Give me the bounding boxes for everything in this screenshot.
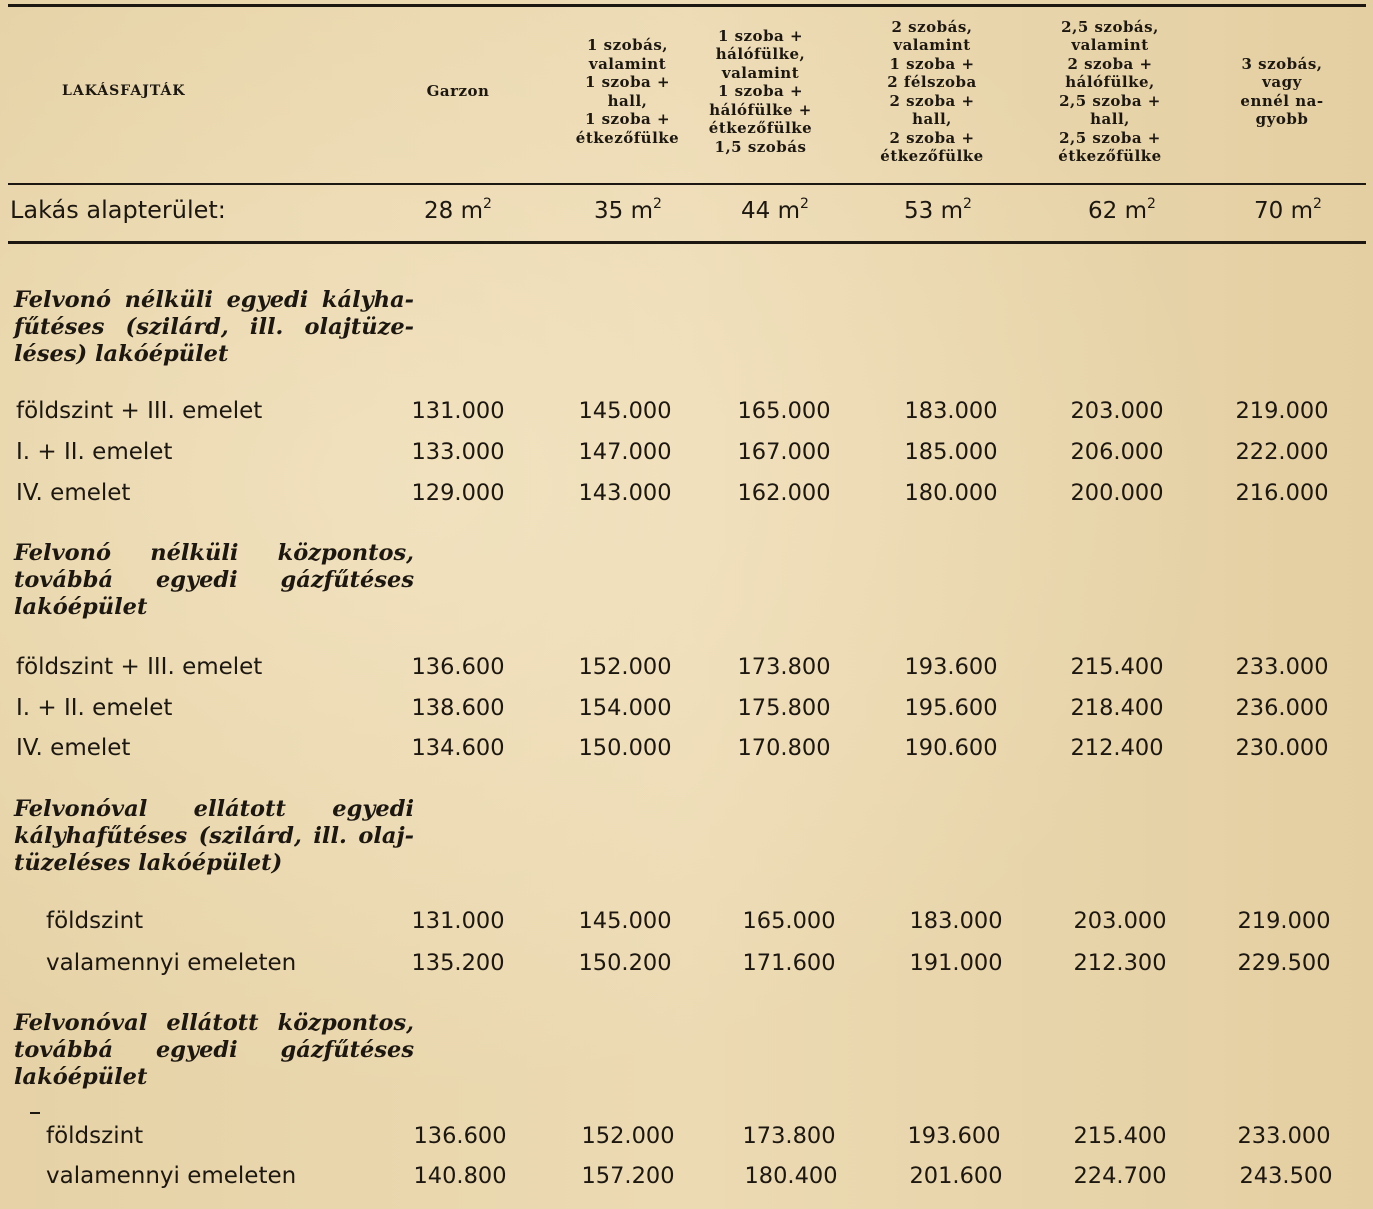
header-col-6: 3 szobás, vagy ennél na- gyobb [1240,54,1324,128]
row-label: földszint + III. emelet [16,654,263,680]
row-label: IV. emelet [16,480,131,506]
price-cell: 219.000 [1237,908,1331,934]
price-cell: 152.000 [578,654,672,680]
area-value: 28 $m^2$ [424,196,492,224]
row-label: földszint [46,1123,144,1149]
price-cell: 152.000 [581,1123,675,1149]
row-label: valamennyi emeleten [46,950,297,976]
price-cell: 135.200 [411,950,505,976]
header-rule [8,183,1366,185]
price-cell: 212.400 [1070,735,1164,761]
header-col-1: Garzon [426,82,490,101]
price-cell: 185.000 [904,439,998,465]
section-title: Felvonó nélküli központos, továbbá egyedi gázfűtéses lakóépület [14,540,414,620]
row-label: földszint [46,908,144,934]
row-label: IV. emelet [16,735,131,761]
price-cell: 233.000 [1237,1123,1331,1149]
margin-dash [30,1112,40,1114]
area-value: 44 $m^2$ [741,196,809,224]
price-cell: 131.000 [411,398,505,424]
price-cell: 201.600 [909,1163,1003,1189]
price-cell: 215.400 [1070,654,1164,680]
price-cell: 203.000 [1073,908,1167,934]
price-cell: 190.600 [904,735,998,761]
price-cell: 129.000 [411,480,505,506]
area-label: Lakás alapterület: [10,196,226,224]
price-cell: 136.600 [413,1123,507,1149]
header-lakasfajtak: LAKÁSFAJTÁK [62,83,186,100]
header-col-4: 2 szobás, valamint 1 szoba + 2 félszoba 2 szoba + hall, 2 szoba + étkezőfülke [880,17,984,165]
area-value: 70 $m^2$ [1254,196,1322,224]
price-cell: 193.600 [904,654,998,680]
price-cell: 183.000 [909,908,1003,934]
price-cell: 175.800 [737,695,831,721]
price-cell: 243.500 [1239,1163,1333,1189]
price-cell: 171.600 [742,950,836,976]
area-value: 53 $m^2$ [904,196,972,224]
price-cell: 230.000 [1235,735,1329,761]
price-cell: 150.000 [578,735,672,761]
price-cell: 224.700 [1073,1163,1167,1189]
header-col-3: 1 szoba + hálófülke, valamint 1 szoba + hálófülke + étkezőfülke 1,5 szobás [708,26,813,156]
price-cell: 200.000 [1070,480,1164,506]
price-cell: 173.800 [737,654,831,680]
price-cell: 131.000 [411,908,505,934]
price-cell: 136.600 [411,654,505,680]
price-cell: 173.800 [742,1123,836,1149]
price-cell: 195.600 [904,695,998,721]
price-cell: 140.800 [413,1163,507,1189]
price-cell: 215.400 [1073,1123,1167,1149]
price-cell: 147.000 [578,439,672,465]
row-label: I. + II. emelet [16,439,173,465]
price-cell: 222.000 [1235,439,1329,465]
price-cell: 212.300 [1073,950,1167,976]
price-cell: 219.000 [1235,398,1329,424]
row-label: I. + II. emelet [16,695,173,721]
price-cell: 133.000 [411,439,505,465]
price-cell: 216.000 [1235,480,1329,506]
header-col-5: 2,5 szobás, valamint 2 szoba + hálófülke, 2,5 szoba + hall, 2,5 szoba + étkezőfülke [1058,17,1162,165]
row-label: földszint + III. emelet [16,398,263,424]
price-cell: 229.500 [1237,950,1331,976]
section-title: Felvonóval ellátott egyedi kályhafűtéses (szilárd, ill. olaj-tüzeléses lakóépület) [14,796,414,876]
price-cell: 191.000 [909,950,1003,976]
price-cell: 180.000 [904,480,998,506]
price-cell: 183.000 [904,398,998,424]
price-cell: 167.000 [737,439,831,465]
row-label: valamennyi emeleten [46,1163,297,1189]
price-cell: 236.000 [1235,695,1329,721]
price-cell: 218.400 [1070,695,1164,721]
price-cell: 165.000 [742,908,836,934]
price-cell: 145.000 [578,398,672,424]
price-cell: 138.600 [411,695,505,721]
price-cell: 157.200 [581,1163,675,1189]
price-cell: 154.000 [578,695,672,721]
price-cell: 162.000 [737,480,831,506]
price-cell: 180.400 [744,1163,838,1189]
price-cell: 233.000 [1235,654,1329,680]
price-cell: 150.200 [578,950,672,976]
price-cell: 170.800 [737,735,831,761]
price-cell: 203.000 [1070,398,1164,424]
price-cell: 134.600 [411,735,505,761]
price-cell: 145.000 [578,908,672,934]
price-cell: 206.000 [1070,439,1164,465]
header-col-2: 1 szobás, valamint 1 szoba + hall, 1 szoba + étkezőfülke [575,36,680,147]
area-rule [8,241,1366,244]
price-cell: 165.000 [737,398,831,424]
area-value: 35 $m^2$ [594,196,662,224]
section-title: Felvonó nélküli egyedi kályha-fűtéses (szilárd, ill. olajtüze-léses) lakóépület [14,287,414,367]
area-value: 62 $m^2$ [1088,196,1156,224]
section-title: Felvonóval ellátott központos, továbbá egyedi gázfűtéses lakóépület [14,1010,414,1090]
price-cell: 143.000 [578,480,672,506]
price-cell: 193.600 [907,1123,1001,1149]
